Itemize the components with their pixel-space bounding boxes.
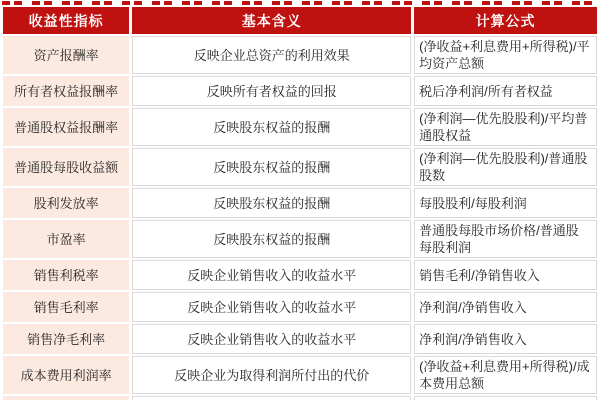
header-formula: 计算公式 bbox=[414, 7, 597, 34]
meaning-cell: 反映股东权益的报酬 bbox=[132, 220, 411, 258]
meaning-cell: 反映企业总资产的利用效果 bbox=[132, 36, 411, 74]
meaning-cell: 反映企业销售收入的收益水平 bbox=[132, 292, 411, 322]
meaning-cell: 反映企业销售收入的收益水平 bbox=[132, 260, 411, 290]
formula-cell: 普通股每股市场价格/普通股每股利润 bbox=[414, 220, 597, 258]
table-row bbox=[3, 292, 597, 322]
formula-cell: 每股股利/每股利润 bbox=[414, 188, 597, 218]
formula-cell: (净利润—优先股股利)/普通股股数 bbox=[414, 148, 597, 186]
indicator-cell: 资产报酬率 bbox=[3, 36, 129, 74]
indicator-cell: 普通股每股收益额 bbox=[3, 148, 129, 186]
formula-cell bbox=[414, 396, 597, 400]
header-indicator: 收益性指标 bbox=[3, 7, 129, 34]
indicator-cell: 所有者权益报酬率 bbox=[3, 76, 129, 106]
indicator-cell: 成本费用利润率 bbox=[3, 356, 129, 394]
formula-cell: (净收益+利息费用+所得税)/成本费用总额 bbox=[414, 356, 597, 394]
meaning-cell: 反映股东权益的报酬 bbox=[132, 108, 411, 146]
indicator-cell: 销售净毛利率 bbox=[3, 324, 129, 354]
table-row bbox=[3, 76, 597, 106]
indicator-cell bbox=[3, 396, 129, 400]
formula-cell: 净利润/净销售收入 bbox=[414, 324, 597, 354]
meaning-cell: 反映所有者权益的回报 bbox=[132, 76, 411, 106]
indicator-cell: 销售利税率 bbox=[3, 260, 129, 290]
meaning-cell: 反映企业销售收入的收益水平 bbox=[132, 324, 411, 354]
table-row bbox=[3, 36, 597, 74]
table-row bbox=[3, 260, 597, 290]
meaning-cell: 反映股东权益的报酬 bbox=[132, 148, 411, 186]
table-header-row bbox=[3, 7, 597, 34]
formula-cell: (净收益+利息费用+所得税)/平均资产总额 bbox=[414, 36, 597, 74]
formula-cell: 净利润/净销售收入 bbox=[414, 292, 597, 322]
table-body bbox=[3, 36, 597, 400]
indicator-cell: 股利发放率 bbox=[3, 188, 129, 218]
header-meaning: 基本含义 bbox=[132, 7, 411, 34]
table-row bbox=[3, 108, 597, 146]
table-row-partial bbox=[3, 396, 597, 400]
meaning-cell bbox=[132, 396, 411, 400]
indicator-cell: 销售毛利率 bbox=[3, 292, 129, 322]
formula-cell: 税后净利润/所有者权益 bbox=[414, 76, 597, 106]
meaning-cell: 反映股东权益的报酬 bbox=[132, 188, 411, 218]
profitability-indicators-table bbox=[0, 5, 600, 400]
formula-cell: (净利润—优先股股利)/平均普通股权益 bbox=[414, 108, 597, 146]
meaning-cell: 反映企业为取得利润所付出的代价 bbox=[132, 356, 411, 394]
table-row bbox=[3, 324, 597, 354]
table-row bbox=[3, 356, 597, 394]
indicator-cell: 市盈率 bbox=[3, 220, 129, 258]
table-row bbox=[3, 188, 597, 218]
indicator-cell: 普通股权益报酬率 bbox=[3, 108, 129, 146]
table-row bbox=[3, 148, 597, 186]
formula-cell: 销售毛利/净销售收入 bbox=[414, 260, 597, 290]
table-row bbox=[3, 220, 597, 258]
